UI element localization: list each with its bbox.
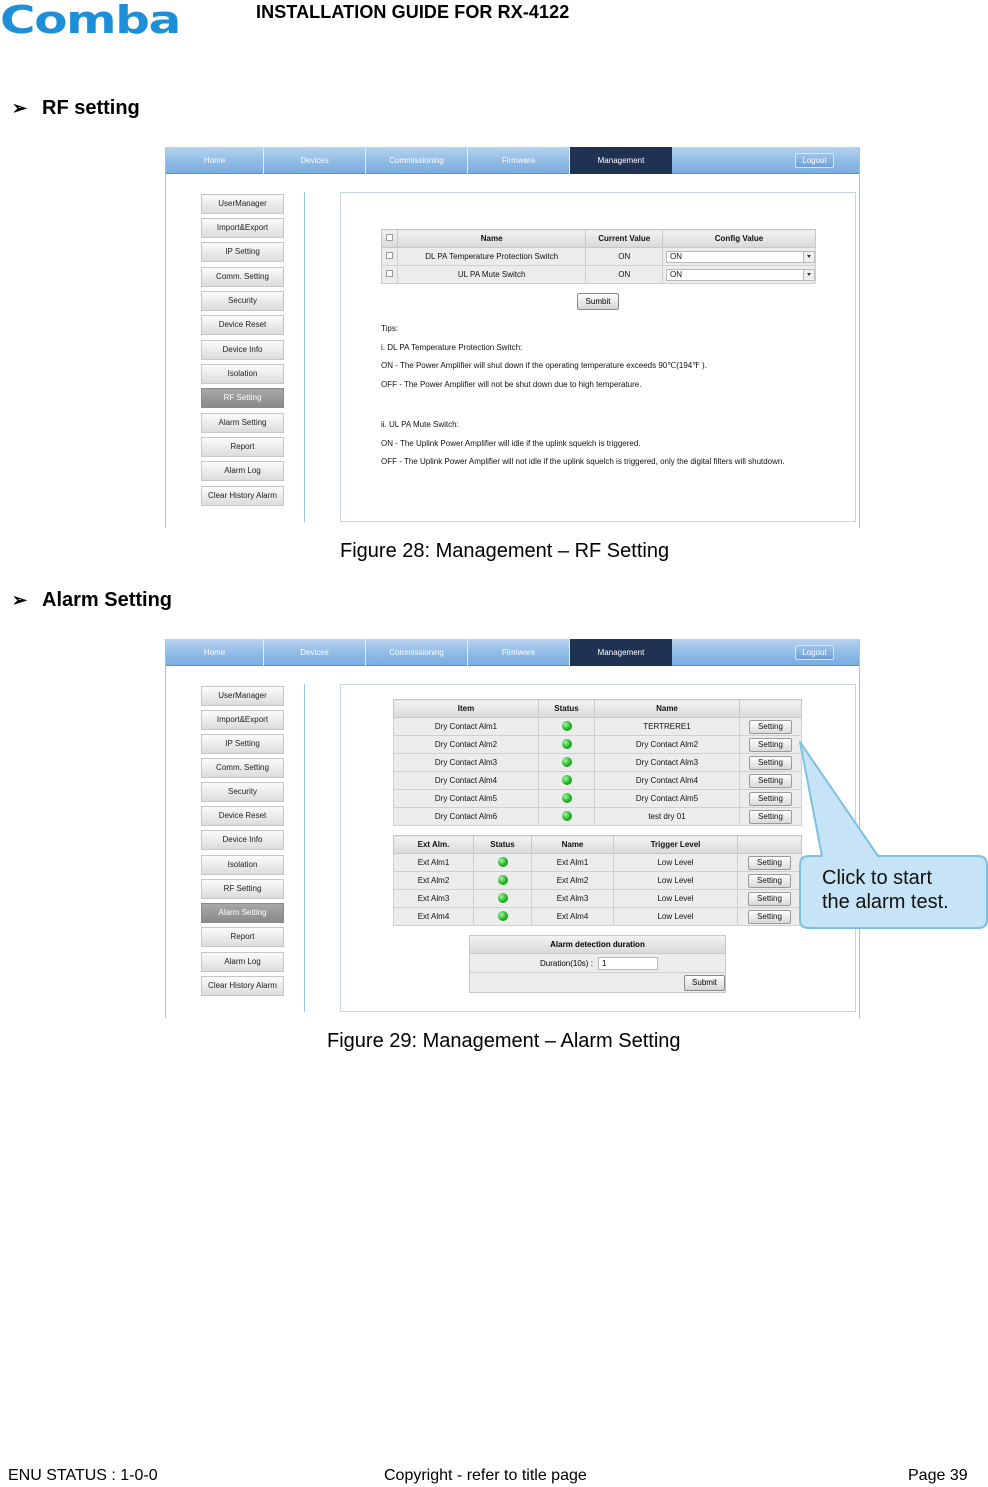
sidebar-item-security[interactable]: Security bbox=[201, 782, 284, 802]
column-header-trigger-level: Trigger Level bbox=[614, 836, 738, 854]
duration-title: Alarm detection duration bbox=[470, 936, 725, 954]
sidebar-item-device-reset[interactable]: Device Reset bbox=[201, 315, 284, 335]
sidebar-item-alarm-log[interactable]: Alarm Log bbox=[201, 952, 284, 972]
top-nav bbox=[166, 147, 859, 174]
row-checkbox[interactable] bbox=[386, 270, 393, 277]
status-ok-icon bbox=[498, 911, 508, 921]
column-header-current-value: Current Value bbox=[586, 230, 663, 248]
sidebar-item-comm-setting[interactable]: Comm. Setting bbox=[201, 758, 284, 778]
table-row bbox=[382, 266, 816, 284]
nav-tab-firmware[interactable]: Firmware bbox=[468, 147, 570, 174]
sidebar-item-device-info[interactable]: Device Info bbox=[201, 340, 284, 360]
column-header-action bbox=[740, 700, 802, 718]
tips-line: ON - The Uplink Power Amplifier will idle if the uplink squelch is triggered. bbox=[381, 439, 641, 448]
alarm-item: Dry Contact Alm3 bbox=[394, 754, 539, 772]
column-header-status: Status bbox=[539, 700, 595, 718]
callout-line: the alarm test. bbox=[822, 891, 949, 913]
alarm-setting-button[interactable]: Setting bbox=[749, 774, 792, 788]
sidebar-item-rf-setting[interactable]: RF Setting bbox=[201, 879, 284, 899]
alarm-name: Dry Contact Alm5 bbox=[595, 790, 740, 808]
bullet-arrow-icon: ➢ bbox=[12, 98, 28, 118]
logo-text: Comba bbox=[0, 2, 180, 38]
column-header-ext-alm: Ext Alm. bbox=[394, 836, 474, 854]
sidebar-item-report[interactable]: Report bbox=[201, 437, 284, 457]
sidebar-item-isolation[interactable]: Isolation bbox=[201, 364, 284, 384]
ext-alarm-item: Ext Alm1 bbox=[394, 854, 474, 872]
ext-alarm-item: Ext Alm2 bbox=[394, 872, 474, 890]
status-ok-icon bbox=[562, 793, 572, 803]
nav-tab-management[interactable]: Management bbox=[570, 147, 672, 174]
alarm-setting-button[interactable]: Setting bbox=[749, 792, 792, 806]
sidebar-item-ip-setting[interactable]: IP Setting bbox=[201, 242, 284, 262]
setting-name: DL PA Temperature Protection Switch bbox=[397, 248, 586, 266]
comba-logo bbox=[0, 2, 182, 38]
status-ok-icon bbox=[562, 775, 572, 785]
selected-value: ON bbox=[670, 270, 682, 279]
alarm-setting-button[interactable]: Setting bbox=[749, 738, 792, 752]
selected-value: ON bbox=[670, 252, 682, 261]
column-header-config-value: Config Value bbox=[663, 230, 816, 248]
nav-tab-management[interactable]: Management bbox=[570, 639, 672, 666]
ext-alarm-setting-button[interactable]: Setting bbox=[748, 874, 791, 888]
tips-line: ii. UL PA Mute Switch: bbox=[381, 420, 459, 429]
figure-caption-28: Figure 28: Management – RF Setting bbox=[340, 540, 670, 562]
alarm-item: Dry Contact Alm1 bbox=[394, 718, 539, 736]
trigger-level: Low Level bbox=[614, 872, 738, 890]
alarm-setting-button[interactable]: Setting bbox=[749, 720, 792, 734]
tips-line: OFF - The Uplink Power Amplifier will not idle if the uplink squelch is triggered, only the digital filters will shutdown. bbox=[381, 457, 785, 466]
ext-alarm-name: Ext Alm2 bbox=[532, 872, 614, 890]
document-title: INSTALLATION GUIDE FOR RX-4122 bbox=[256, 2, 570, 22]
tips-line: OFF - The Power Amplifier will not be shut down due to high temperature. bbox=[381, 380, 642, 389]
row-checkbox[interactable] bbox=[386, 252, 393, 259]
alarm-detection-duration-box bbox=[469, 935, 726, 993]
ext-alarm-name: Ext Alm1 bbox=[532, 854, 614, 872]
top-nav bbox=[166, 639, 859, 666]
nav-tab-devices[interactable]: Devices bbox=[264, 147, 366, 174]
footer-status: ENU STATUS : 1-0-0 bbox=[8, 1467, 158, 1484]
alarm-item: Dry Contact Alm2 bbox=[394, 736, 539, 754]
rf-setting-table bbox=[381, 229, 816, 284]
column-header-status: Status bbox=[474, 836, 532, 854]
alarm-item: Dry Contact Alm4 bbox=[394, 772, 539, 790]
status-ok-icon bbox=[498, 857, 508, 867]
dry-contact-alarm-table bbox=[393, 699, 802, 826]
sidebar-item-clear-history-alarm[interactable]: Clear History Alarm bbox=[201, 976, 284, 996]
ext-alarm-item: Ext Alm3 bbox=[394, 890, 474, 908]
figure-caption-29: Figure 29: Management – Alarm Setting bbox=[327, 1030, 681, 1052]
submit-button[interactable]: Sumbit bbox=[577, 293, 619, 310]
section-title: Alarm Setting bbox=[42, 589, 173, 611]
config-value-select[interactable] bbox=[666, 269, 815, 281]
column-header-item: Item bbox=[394, 700, 539, 718]
status-ok-icon bbox=[498, 875, 508, 885]
trigger-level: Low Level bbox=[614, 854, 738, 872]
ext-alarm-setting-button[interactable]: Setting bbox=[748, 892, 791, 906]
sidebar-item-report[interactable]: Report bbox=[201, 927, 284, 947]
logout-button[interactable]: Logout bbox=[795, 153, 834, 168]
table-row bbox=[394, 718, 802, 736]
sidebar-item-isolation[interactable]: Isolation bbox=[201, 855, 284, 875]
ext-alarm-name: Ext Alm3 bbox=[532, 890, 614, 908]
setting-name: UL PA Mute Switch bbox=[397, 266, 586, 284]
footer-copyright: Copyright - refer to title page bbox=[384, 1467, 587, 1484]
alarm-setting-screenshot bbox=[165, 639, 860, 1018]
table-row bbox=[394, 808, 802, 826]
alarm-setting-button[interactable]: Setting bbox=[749, 810, 792, 824]
alarm-item: Dry Contact Alm5 bbox=[394, 790, 539, 808]
logout-button[interactable]: Logout bbox=[795, 645, 834, 660]
tips-line: i. DL PA Temperature Protection Switch: bbox=[381, 343, 523, 352]
sidebar-item-alarm-log[interactable]: Alarm Log bbox=[201, 461, 284, 481]
rf-setting-screenshot bbox=[165, 147, 860, 528]
alarm-setting-button[interactable]: Setting bbox=[749, 756, 792, 770]
current-value: ON bbox=[586, 248, 663, 266]
status-ok-icon bbox=[562, 721, 572, 731]
nav-tab-commissioning[interactable]: Commissioning bbox=[366, 147, 468, 174]
alarm-name: TERTRERE1 bbox=[595, 718, 740, 736]
column-header-name: Name bbox=[532, 836, 614, 854]
sidebar-item-alarm-setting[interactable]: Alarm Setting bbox=[201, 903, 284, 923]
tips-line: Tips: bbox=[381, 324, 399, 333]
column-header-name: Name bbox=[397, 230, 586, 248]
table-row bbox=[394, 854, 802, 872]
ext-alarm-item: Ext Alm4 bbox=[394, 908, 474, 926]
config-value-select[interactable] bbox=[666, 251, 815, 263]
table-row bbox=[394, 736, 802, 754]
table-row bbox=[382, 248, 816, 266]
sidebar-item-import-export[interactable]: Import&Export bbox=[201, 710, 284, 730]
table-row bbox=[394, 754, 802, 772]
callout-text bbox=[822, 866, 949, 914]
nav-tab-home[interactable]: Home bbox=[166, 639, 264, 666]
sidebar-item-ip-setting[interactable]: IP Setting bbox=[201, 734, 284, 754]
bullet-arrow-icon: ➢ bbox=[12, 590, 28, 610]
status-ok-icon bbox=[562, 757, 572, 767]
callout-line: Click to start bbox=[822, 867, 933, 889]
chevron-down-icon bbox=[803, 270, 814, 280]
table-row bbox=[394, 790, 802, 808]
tips-line: ON - The Power Amplifier will shut down if the operating temperature exceeds 90℃(194℉ ). bbox=[381, 361, 707, 370]
ext-alarm-name: Ext Alm4 bbox=[532, 908, 614, 926]
section-heading-rf-setting bbox=[12, 97, 140, 120]
table-row bbox=[394, 890, 802, 908]
alarm-name: Dry Contact Alm3 bbox=[595, 754, 740, 772]
table-row bbox=[394, 772, 802, 790]
ext-alarm-setting-button[interactable]: Setting bbox=[748, 910, 791, 924]
ext-alarm-setting-button[interactable]: Setting bbox=[748, 856, 791, 870]
alarm-setting-panel bbox=[340, 684, 856, 1012]
trigger-level: Low Level bbox=[614, 890, 738, 908]
chevron-down-icon bbox=[803, 252, 814, 262]
sidebar-item-security[interactable]: Security bbox=[201, 291, 284, 311]
footer-page-number: Page 39 bbox=[908, 1467, 968, 1484]
rf-setting-panel bbox=[340, 192, 856, 522]
section-heading-alarm-setting bbox=[12, 589, 172, 612]
alarm-name: Dry Contact Alm2 bbox=[595, 736, 740, 754]
current-value: ON bbox=[586, 266, 663, 284]
alarm-name: Dry Contact Alm4 bbox=[595, 772, 740, 790]
alarm-name: test dry 01 bbox=[595, 808, 740, 826]
trigger-level: Low Level bbox=[614, 908, 738, 926]
status-ok-icon bbox=[562, 811, 572, 821]
alarm-item: Dry Contact Alm6 bbox=[394, 808, 539, 826]
duration-input[interactable]: 1 bbox=[598, 957, 658, 970]
sidebar-item-device-info[interactable]: Device Info bbox=[201, 830, 284, 850]
sidebar-item-import-export[interactable]: Import&Export bbox=[201, 218, 284, 238]
sidebar-item-device-reset[interactable]: Device Reset bbox=[201, 806, 284, 826]
nav-tab-devices[interactable]: Devices bbox=[264, 639, 366, 666]
select-all-checkbox[interactable] bbox=[386, 234, 393, 241]
sidebar-item-usermanager[interactable]: UserManager bbox=[201, 686, 284, 706]
status-ok-icon bbox=[498, 893, 508, 903]
sidebar-item-clear-history-alarm[interactable]: Clear History Alarm bbox=[201, 486, 284, 506]
sidebar bbox=[180, 684, 305, 1012]
external-alarm-table bbox=[393, 835, 802, 926]
sidebar-item-usermanager[interactable]: UserManager bbox=[201, 194, 284, 214]
table-row bbox=[394, 908, 802, 926]
section-title: RF setting bbox=[42, 97, 140, 119]
column-header-name: Name bbox=[595, 700, 740, 718]
duration-submit-button[interactable]: Submit bbox=[684, 975, 725, 991]
nav-tab-commissioning[interactable]: Commissioning bbox=[366, 639, 468, 666]
status-ok-icon bbox=[562, 739, 572, 749]
sidebar-item-alarm-setting[interactable]: Alarm Setting bbox=[201, 413, 284, 433]
nav-tab-firmware[interactable]: Firmware bbox=[468, 639, 570, 666]
sidebar-item-rf-setting[interactable]: RF Setting bbox=[201, 388, 284, 408]
table-row bbox=[394, 872, 802, 890]
nav-tab-home[interactable]: Home bbox=[166, 147, 264, 174]
sidebar bbox=[180, 192, 305, 522]
duration-label: Duration(10s) : bbox=[540, 959, 593, 968]
sidebar-item-comm-setting[interactable]: Comm. Setting bbox=[201, 267, 284, 287]
